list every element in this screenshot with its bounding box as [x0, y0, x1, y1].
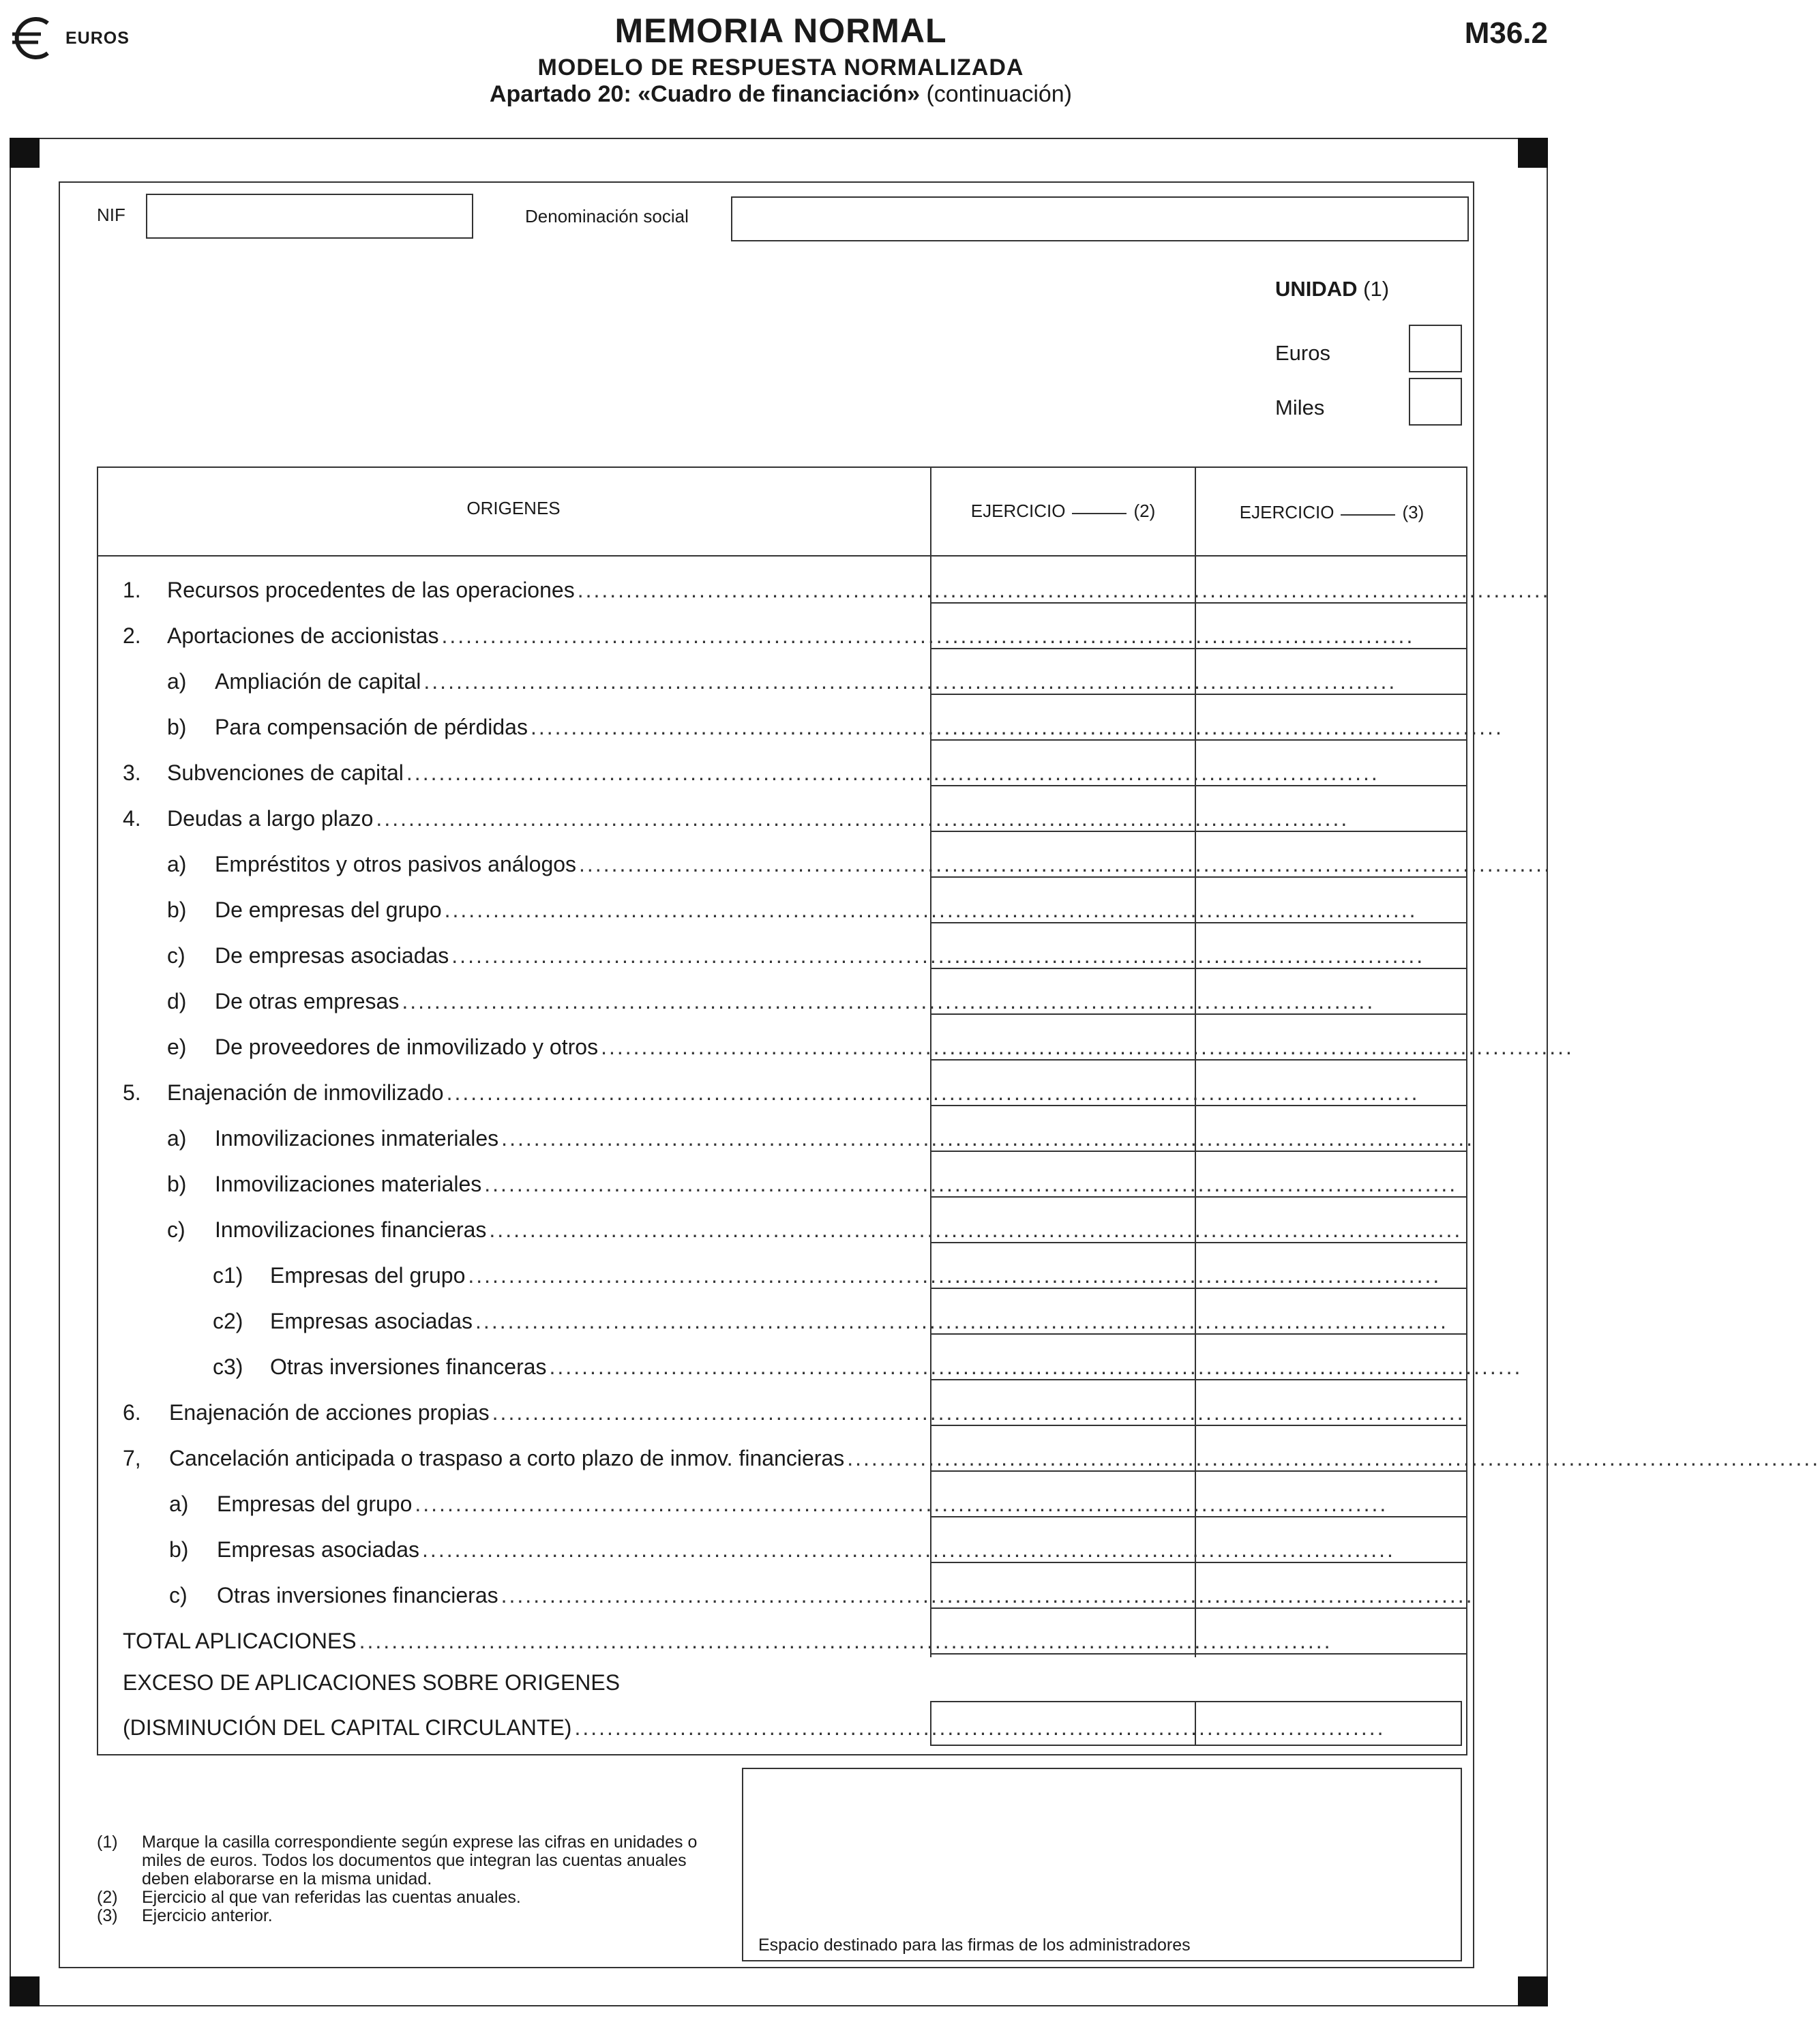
table-row: [167, 1167, 1458, 1197]
footnote-2-marker: (2): [97, 1888, 118, 1907]
row-label: Aportaciones de accionistas: [167, 623, 439, 648]
row-label: Empresas del grupo: [217, 1492, 413, 1516]
row-number: c): [169, 1583, 188, 1607]
row-number: c): [167, 1217, 185, 1242]
col2-header-label: EJERCICIO: [1239, 502, 1334, 522]
leader-dots: ........................................................................................................................: [484, 1172, 1458, 1196]
value-cell-col1[interactable]: [930, 1015, 1196, 1061]
signature-box[interactable]: [742, 1768, 1462, 1961]
row-number: c2): [213, 1309, 243, 1333]
row-number: b): [167, 898, 187, 922]
value-cell-col2[interactable]: [1195, 1015, 1466, 1061]
origins-header: ORIGENES: [466, 498, 561, 518]
excess-line-1: [123, 1665, 921, 1695]
section-title-bold: Apartado 20: «Cuadro de financiación»: [489, 81, 920, 107]
value-cell-col2[interactable]: [1195, 1380, 1466, 1426]
leader-dots: ........................................................................................................................: [601, 1035, 1574, 1059]
row-label: Inmovilizaciones materiales: [215, 1172, 482, 1196]
excess-line-1-text: EXCESO DE APLICACIONES SOBRE ORIGENES: [123, 1670, 621, 1695]
unit-title-note: (1): [1357, 277, 1390, 301]
value-cell-col1[interactable]: [930, 1061, 1196, 1106]
row-number: a): [169, 1492, 189, 1516]
value-cell-col1[interactable]: [930, 786, 1196, 832]
col1-header-note: (2): [1133, 501, 1156, 521]
footnote-3-marker: (3): [97, 1906, 118, 1925]
row-label: Otras inversiones financieras: [217, 1583, 498, 1607]
table-row: [123, 619, 1415, 649]
col1-header-label: EJERCICIO: [970, 501, 1066, 521]
row-number: 2.: [123, 623, 141, 648]
row-label: Inmovilizaciones financieras: [215, 1217, 487, 1242]
value-cell-col2[interactable]: [1195, 1289, 1466, 1335]
row-label: Empresas asociadas: [217, 1537, 420, 1562]
row-label: Inmovilizaciones inmateriales: [215, 1126, 499, 1151]
row-label: Empréstitos y otros pasivos análogos: [215, 852, 577, 876]
leader-dots: ........................................................................................................................: [577, 578, 1551, 602]
value-cell-col1[interactable]: [930, 649, 1196, 695]
value-cell-col2[interactable]: [1195, 1517, 1466, 1563]
value-cell-col1[interactable]: [930, 1517, 1196, 1563]
table-row: [123, 756, 1379, 786]
row-label: Para compensación de pérdidas: [215, 715, 528, 739]
row-number: a): [167, 669, 187, 694]
leader-dots: ........................................................................................................................: [415, 1492, 1388, 1516]
table-row: [167, 1030, 1574, 1060]
denominacion-field[interactable]: [731, 196, 1469, 241]
row-number: b): [167, 1172, 187, 1196]
value-cell-col2[interactable]: [1195, 1061, 1466, 1106]
footnote-2: [97, 1888, 731, 1907]
table-row: [167, 710, 1504, 740]
value-cell-col2[interactable]: [1195, 1243, 1466, 1289]
row-number: a): [167, 1126, 187, 1151]
leader-dots: ........................................................................................................................: [489, 1217, 1463, 1242]
row-number: c): [167, 943, 185, 968]
table-row: [167, 1213, 1463, 1243]
row-label: Recursos procedentes de las operaciones: [167, 578, 575, 602]
col2-header-note: (3): [1402, 502, 1424, 522]
leader-dots: ........................................................................................................................: [444, 898, 1418, 922]
value-cell-col2[interactable]: [1195, 786, 1466, 832]
leader-dots: ........................................................................................................................: [451, 943, 1425, 968]
table-row: [169, 1487, 1388, 1517]
leader-dots: ........................................................................................................................: [468, 1263, 1442, 1288]
table-row: [169, 1532, 1395, 1562]
value-cell-col1[interactable]: [930, 1380, 1196, 1426]
leader-dots: ........................................................................................................................: [422, 1537, 1395, 1562]
row-label: Enajenación de acciones propias: [169, 1400, 490, 1425]
value-cell-col2[interactable]: [1195, 1563, 1466, 1609]
value-cell-col1[interactable]: [930, 878, 1196, 923]
page-subtitle: MODELO DE RESPUESTA NORMALIZADA: [537, 55, 1024, 80]
row-label: Deudas a largo plazo: [167, 806, 374, 831]
value-cell-col2[interactable]: [1195, 695, 1466, 741]
value-cell-col1[interactable]: [930, 604, 1196, 649]
value-cell-col2[interactable]: [1195, 604, 1466, 649]
value-cell-col2[interactable]: [1195, 1426, 1466, 1472]
footnote-2-text: Ejercicio al que van referidas las cuentas anuales.: [142, 1888, 521, 1907]
value-cell-col1[interactable]: [930, 695, 1196, 741]
unit-title: [1275, 277, 1389, 301]
footnotes: [97, 1833, 731, 1925]
value-cell-col2[interactable]: [1195, 1106, 1466, 1152]
row-number: b): [169, 1537, 189, 1562]
leader-dots: ........................................................................................................................: [423, 669, 1397, 694]
leader-dots: ........................................................................................................................: [446, 1080, 1420, 1105]
row-number: 1.: [123, 578, 141, 602]
leader-dots: ........................................................................................................................: [492, 1400, 1465, 1425]
row-label: Empresas asociadas: [270, 1309, 473, 1333]
value-cell-col2[interactable]: [1195, 1472, 1466, 1517]
table-row: [167, 938, 1425, 968]
footnote-1-marker: (1): [97, 1833, 118, 1852]
row-label: Enajenación de inmovilizado: [167, 1080, 444, 1105]
row-number: c3): [213, 1354, 243, 1379]
form-code: M36.2: [1464, 16, 1548, 50]
value-cell-col1[interactable]: [930, 969, 1196, 1015]
value-cell-col2[interactable]: [1195, 558, 1466, 604]
leader-dots: ........................................................................................................................: [475, 1309, 1448, 1333]
value-cell-col2[interactable]: [1195, 832, 1466, 878]
footnote-1-text: Marque la casilla correspondiente según exprese las cifras en unidades o miles de euros. Todos los documentos que integran las cuentas anuales deben elaborarse en la misma unidad.: [142, 1833, 698, 1888]
section-title-rest: (continuación): [920, 81, 1073, 107]
col2-header: [1196, 502, 1467, 523]
value-cell-col2[interactable]: [1195, 878, 1466, 923]
value-cell-col1[interactable]: [930, 923, 1196, 969]
excess-cell-col2[interactable]: [1195, 1701, 1462, 1746]
table-row: [169, 1578, 1474, 1608]
value-cell-col2[interactable]: [1195, 1335, 1466, 1380]
row-label: Otras inversiones financeras: [270, 1354, 547, 1379]
col1-header: [931, 501, 1195, 522]
leader-dots: ........................................................................................................................: [501, 1583, 1474, 1607]
leader-dots: ........................................................................................................................: [406, 760, 1379, 785]
value-cell-col1[interactable]: [930, 1472, 1196, 1517]
excess-line-2-text: (DISMINUCIÓN DEL CAPITAL CIRCULANTE): [123, 1715, 572, 1740]
leader-dots: ........................................................................................................................: [376, 806, 1349, 831]
leader-dots: ........................................................................................................................: [530, 715, 1504, 739]
title-block: [0, 11, 1562, 108]
corner-mark-top-left: [10, 138, 40, 168]
leader-dots: ........................................................................................................................: [549, 1354, 1523, 1379]
col1-year-blank: [1072, 513, 1127, 514]
table-row: [123, 1624, 1332, 1654]
table-row: [167, 893, 1418, 923]
table-row: [213, 1304, 1448, 1334]
row-number: e): [167, 1035, 187, 1059]
nif-field[interactable]: [146, 194, 473, 239]
table-row: [123, 801, 1349, 831]
leader-dots: ....................................................................................................: [574, 1715, 1386, 1740]
excess-line-2: [123, 1710, 1386, 1740]
table-row: [123, 1395, 1465, 1425]
value-cell-col2[interactable]: [1195, 1609, 1466, 1655]
unit-title-text: UNIDAD: [1275, 277, 1358, 301]
row-number: 5.: [123, 1080, 141, 1105]
row-label: De empresas del grupo: [215, 898, 442, 922]
page-title: MEMORIA NORMAL: [614, 12, 947, 50]
value-cell-col2[interactable]: [1195, 1198, 1466, 1243]
table-row: [123, 1441, 1820, 1471]
leader-dots: ........................................................................................................................: [579, 852, 1552, 876]
value-cell-col1[interactable]: [930, 1609, 1196, 1655]
row-number: c1): [213, 1263, 243, 1288]
signature-label: Espacio destinado para las firmas de los administradores: [758, 1936, 1191, 1955]
row-label: De empresas asociadas: [215, 943, 449, 968]
value-cell-col2[interactable]: [1195, 1152, 1466, 1198]
value-cell-col2[interactable]: [1195, 969, 1466, 1015]
table-row: [167, 847, 1552, 877]
nif-label: NIF: [97, 205, 125, 225]
col2-year-blank: [1341, 514, 1395, 516]
row-label: De otras empresas: [215, 989, 400, 1013]
excess-cell-col1[interactable]: [930, 1701, 1196, 1746]
value-cell-col1[interactable]: [930, 558, 1196, 604]
table-row: [167, 984, 1375, 1014]
row-label: Cancelación anticipada o traspaso a corto plazo de inmov. financieras: [169, 1446, 845, 1470]
unit-option-miles-checkbox[interactable]: [1409, 378, 1462, 426]
value-cell-col1[interactable]: [930, 1289, 1196, 1335]
leader-dots: ........................................................................................................................: [847, 1446, 1820, 1470]
leader-dots: ........................................................................................................................: [441, 623, 1415, 648]
row-number: b): [167, 715, 187, 739]
row-number: d): [167, 989, 187, 1013]
row-label: Ampliación de capital: [215, 669, 421, 694]
unit-option-euros-label: Euros: [1275, 341, 1330, 365]
row-number: a): [167, 852, 187, 876]
value-cell-col1[interactable]: [930, 1106, 1196, 1152]
leader-dots: ........................................................................................................................: [359, 1629, 1332, 1653]
table-row: [167, 1121, 1475, 1151]
row-label: Subvenciones de capital: [167, 760, 404, 785]
value-cell-col2[interactable]: [1195, 741, 1466, 786]
row-number: 3.: [123, 760, 141, 785]
corner-mark-bottom-left: [10, 1976, 40, 2006]
footnote-1: [97, 1833, 731, 1888]
row-label: TOTAL APLICACIONES: [123, 1629, 357, 1653]
corner-mark-top-right: [1518, 138, 1548, 168]
value-cell-col1[interactable]: [930, 1335, 1196, 1380]
corner-mark-bottom-right: [1518, 1976, 1548, 2006]
row-label: De proveedores de inmovilizado y otros: [215, 1035, 599, 1059]
footnote-3-text: Ejercicio anterior.: [142, 1906, 273, 1925]
currency-label: EUROS: [65, 28, 130, 48]
value-cell-col2[interactable]: [1195, 923, 1466, 969]
row-number: 6.: [123, 1400, 141, 1425]
value-cell-col2[interactable]: [1195, 649, 1466, 695]
footnote-3: [97, 1907, 731, 1925]
table-row: [123, 573, 1551, 603]
value-cell-col1[interactable]: [930, 741, 1196, 786]
section-title: [0, 81, 1562, 108]
table-row: [123, 1076, 1420, 1106]
row-number: 4.: [123, 806, 141, 831]
value-cell-col1[interactable]: [930, 1426, 1196, 1472]
leader-dots: ........................................................................................................................: [501, 1126, 1475, 1151]
value-cell-col1[interactable]: [930, 1243, 1196, 1289]
table-row: [167, 664, 1397, 694]
table-row: [213, 1258, 1442, 1288]
leader-dots: ........................................................................................................................: [402, 989, 1375, 1013]
table-header-rule: [97, 555, 1467, 557]
value-cell-col1[interactable]: [930, 1152, 1196, 1198]
unit-option-miles-label: Miles: [1275, 396, 1325, 419]
value-cell-col1[interactable]: [930, 1563, 1196, 1609]
unit-option-euros-checkbox[interactable]: [1409, 325, 1462, 372]
value-cell-col1[interactable]: [930, 1198, 1196, 1243]
value-cell-col1[interactable]: [930, 832, 1196, 878]
table-row: [213, 1350, 1523, 1380]
denominacion-label: Denominación social: [525, 206, 689, 226]
row-number: 7,: [123, 1446, 141, 1470]
row-label: Empresas del grupo: [270, 1263, 466, 1288]
